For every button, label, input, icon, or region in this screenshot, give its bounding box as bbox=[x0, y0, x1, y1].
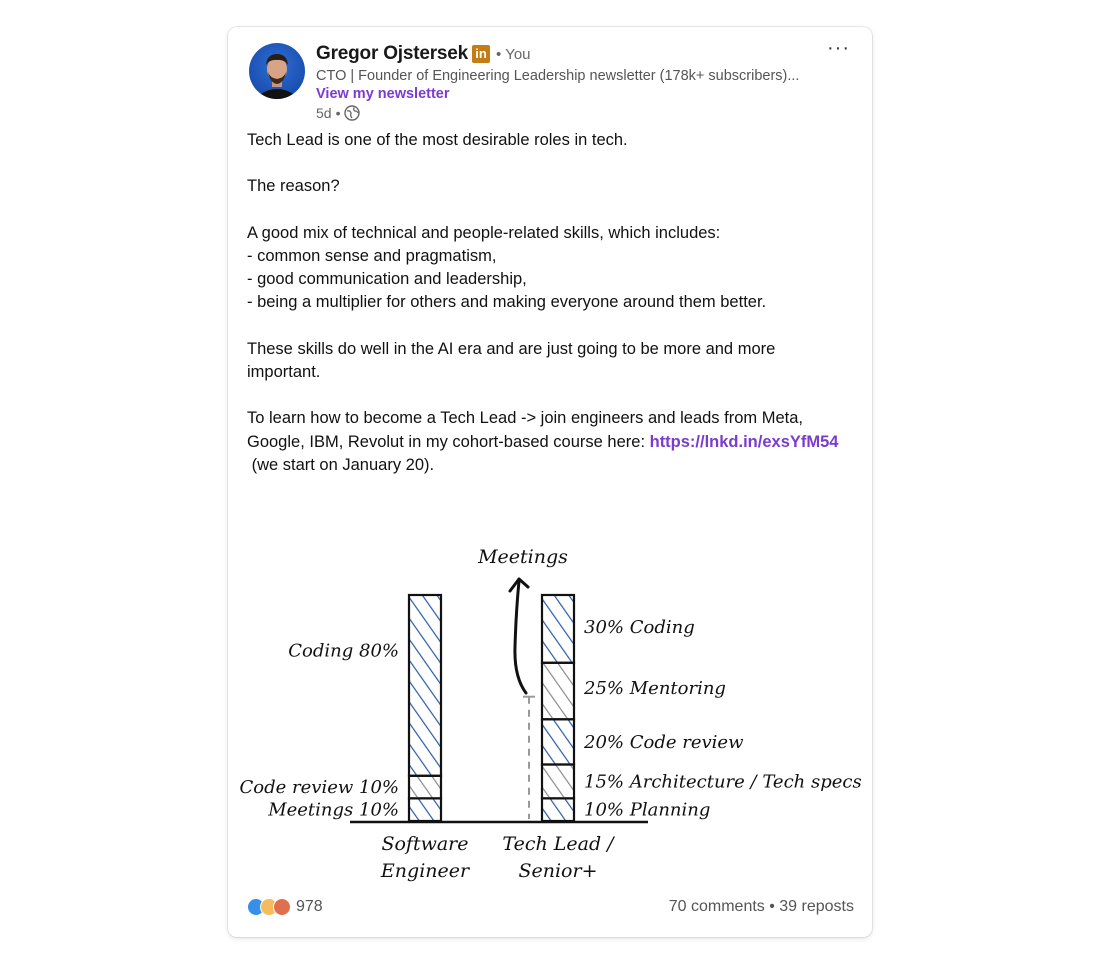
segment-label: 10% Planning bbox=[584, 799, 711, 821]
author-name[interactable]: Gregor Ojstersek bbox=[316, 43, 469, 64]
segment-label: Meetings 10% bbox=[268, 799, 399, 821]
bar-segment bbox=[542, 798, 574, 821]
post-bullet: - common sense and pragmatism, bbox=[247, 246, 497, 265]
segment-label: 20% Code review bbox=[584, 731, 744, 753]
globe-icon bbox=[344, 105, 360, 121]
category-label: Senior+ bbox=[518, 860, 598, 882]
category-label: Tech Lead / bbox=[502, 833, 614, 855]
role-time-chart bbox=[228, 507, 872, 887]
comments-reposts-count[interactable]: 70 comments • 39 reposts bbox=[668, 898, 854, 915]
segment-label: 30% Coding bbox=[584, 616, 695, 638]
avatar-portrait bbox=[249, 43, 305, 99]
post-line: (we start on January 20). bbox=[247, 455, 435, 474]
post-text-segment: Google, IBM, Revolut in my cohort-based course here: bbox=[247, 432, 650, 451]
meetings-annotation: Meetings bbox=[478, 546, 568, 568]
linkedin-premium-icon: in bbox=[472, 45, 490, 63]
meta-separator: • bbox=[335, 105, 341, 121]
author-avatar[interactable] bbox=[249, 43, 305, 99]
meetings-arrow bbox=[515, 581, 526, 693]
category-label: Engineer bbox=[380, 860, 470, 882]
post-header bbox=[316, 41, 852, 121]
bar-segment bbox=[409, 798, 441, 821]
view-newsletter-link[interactable]: View my newsletter bbox=[316, 86, 450, 102]
post-line: Tech Lead is one of the most desirable roles in tech. bbox=[247, 131, 628, 149]
bar-segment bbox=[409, 595, 441, 776]
author-name-row bbox=[316, 41, 852, 67]
post-line-with-link bbox=[247, 431, 857, 454]
post-line: important. bbox=[247, 362, 321, 381]
post-footer bbox=[247, 898, 854, 916]
bar-segment bbox=[542, 595, 574, 663]
post-line: These skills do well in the AI era and are just going to be more and more bbox=[247, 339, 776, 358]
love-reaction-icon bbox=[273, 898, 291, 916]
post-image[interactable] bbox=[228, 507, 872, 887]
reactions-summary[interactable] bbox=[247, 898, 323, 916]
bar-segment bbox=[542, 663, 574, 720]
author-headline: CTO | Founder of Engineering Leadership newsletter (178k+ subscribers)... bbox=[316, 68, 800, 84]
reaction-count: 978 bbox=[296, 898, 323, 915]
post-line: To learn how to become a Tech Lead -> join engineers and leads from Meta, bbox=[247, 409, 803, 428]
relation-label: • You bbox=[496, 45, 531, 63]
post-bullet: - good communication and leadership, bbox=[247, 270, 527, 289]
post-line: The reason? bbox=[247, 177, 340, 196]
bar-segment bbox=[542, 719, 574, 764]
segment-label: 25% Mentoring bbox=[584, 678, 726, 700]
post-meta bbox=[316, 105, 852, 121]
post-body bbox=[247, 129, 857, 477]
post-bullet: - being a multiplier for others and making everyone around them better. bbox=[247, 293, 767, 312]
bar-segment bbox=[409, 776, 441, 799]
bar-segment bbox=[542, 765, 574, 799]
more-options-button[interactable]: ··· bbox=[827, 37, 850, 59]
course-link[interactable]: https://lnkd.in/exsYfM54 bbox=[649, 432, 839, 451]
category-label: Software bbox=[381, 833, 469, 855]
segment-label: Coding 80% bbox=[288, 640, 399, 662]
post-line: A good mix of technical and people-related skills, which includes: bbox=[247, 223, 721, 242]
post-time: 5d bbox=[316, 105, 332, 121]
segment-label: Code review 10% bbox=[239, 777, 399, 799]
post-card bbox=[228, 27, 872, 937]
segment-label: 15% Architecture / Tech specs bbox=[584, 771, 862, 793]
